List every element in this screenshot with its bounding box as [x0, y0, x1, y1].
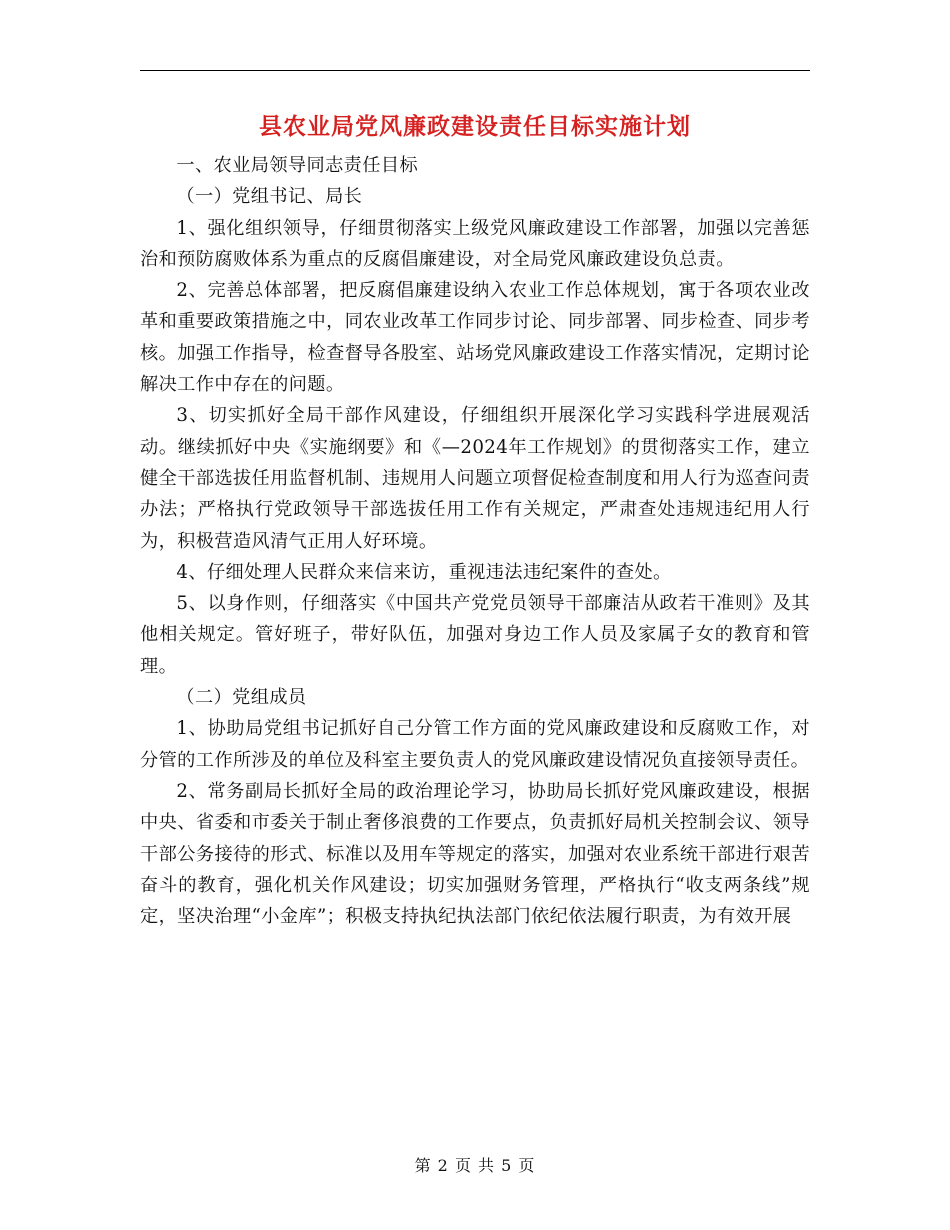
paragraph-subsection-heading: （二）党组成员: [176, 687, 307, 709]
paragraph-subsection-heading: （一）党组书记、局长: [176, 186, 363, 208]
paragraph-section-heading: 一、农业局领导同志责任目标: [176, 155, 419, 176]
paragraph: 1、协助局党组书记抓好自己分管工作方面的党风廉政建设和反腐败工作，对分管的工作所涉及的单位及科室主要负责人的党风廉政建设情况负直接领导责任。: [140, 718, 810, 771]
paragraph: 2、完善总体部署，把反腐倡廉建设纳入农业工作总体规划，寓于各项农业改革和重要政策措施之中，同农业改革工作同步讨论、同步部署、同步检查、同步考核。加强工作指导，检查督导各股室、站场党风廉政建设工作落实情况，定期讨论解决工作中存在的问题。: [140, 280, 810, 396]
paragraph: 2、常务副局长抓好全局的政治理论学习，协助局长抓好党风廉政建设，根据中央、省委和市委关于制止奢侈浪费的工作要点，负责抓好局机关控制会议、领导干部公务接待的形式、标准以及用车等规定的落实，加强对农业系统干部进行艰苦奋斗的教育，强化机关作风建设；切实加强财务管理，严格执行“收支两条线”规定，坚决治理“小金库”；积极支持执纪执法部门依纪依法履行职责，为有效开展: [140, 780, 810, 928]
paragraph: 1、强化组织领导，仔细贯彻落实上级党风廉政建设工作部署，加强以完善惩治和预防腐败体系为重点的反腐倡廉建设，对全局党风廉政建设负总责。: [140, 217, 810, 270]
paragraph: 5、以身作则，仔细落实《中国共产党党员领导干部廉洁从政若干准则》及其他相关规定。管好班子，带好队伍，加强对身边工作人员及家属子女的教育和管理。: [140, 593, 810, 677]
footer-middle: 页 共: [454, 1156, 496, 1175]
footer-suffix: 页: [518, 1156, 536, 1175]
paragraph: 4、仔细处理人民群众来信来访，重视违法违纪案件的查处。: [176, 561, 672, 583]
document-body: [140, 150, 810, 932]
header-rule: [140, 70, 810, 71]
footer-total-pages: 5: [501, 1156, 513, 1175]
document-title: 县农业局党风廉政建设责任目标实施计划: [259, 114, 691, 140]
footer-prefix: 第: [414, 1156, 432, 1175]
page-footer: [0, 1153, 950, 1176]
footer-page-number: 2: [437, 1156, 449, 1175]
paragraph: 3、切实抓好全局干部作风建设，仔细组织开展深化学习实践科学进展观活动。继续抓好中央《实施纲要》和《—2024年工作规划》的贯彻落实工作，建立健全干部选拔任用监督机制、违规用人问题立项督促检查制度和用人行为巡查问责办法；严格执行党政领导干部选拔任用工作有关规定，严肃查处违规违纪用人行为，积极营造风清气正用人好环境。: [140, 405, 810, 552]
